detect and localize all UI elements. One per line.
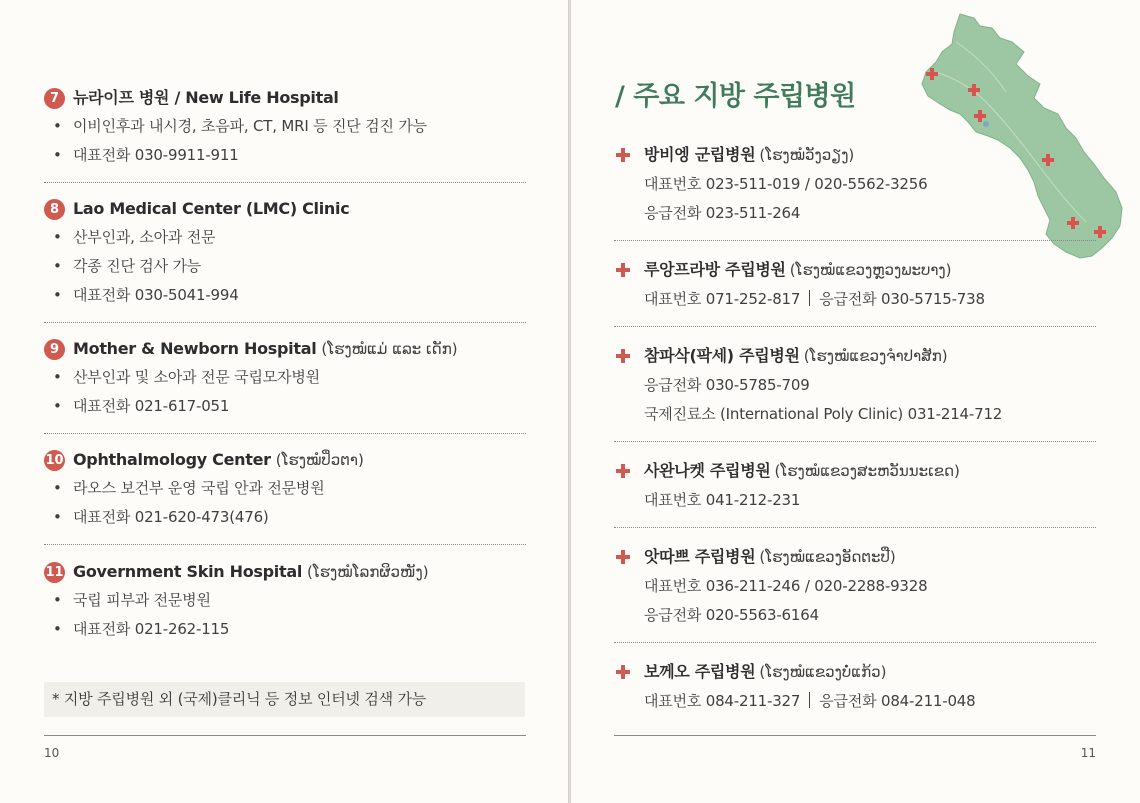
hospital-title (44, 335, 526, 363)
detail-item (44, 363, 526, 392)
hospital-lao-name: (ໂຮງໝໍປິ່ວຕາ) (275, 451, 364, 469)
detail-text: 산부인과 및 소아과 전문 국립모자병원 (73, 368, 320, 386)
hospital-name: Government Skin Hospital (73, 562, 303, 581)
detail-item (44, 281, 526, 310)
hospital-lao-name: (ໂຮງໝໍແຂວງບໍ່ແກ້ວ) (759, 663, 887, 681)
contact-text: 응급전화 023-511-264 (644, 204, 801, 222)
hospital-title (614, 657, 1096, 687)
hospital-title (44, 558, 526, 586)
right-page (571, 0, 1140, 803)
hospital-entry (44, 335, 526, 434)
hospital-lao-name: (ໂຮງໝໍແຂວງສະຫວັນນະເຂດ) (774, 462, 960, 480)
contact-line (614, 285, 1096, 314)
hospital-entry (44, 558, 526, 656)
detail-text: 국립 피부과 전문병원 (73, 591, 211, 609)
detail-item (44, 586, 526, 615)
provincial-hospital-entry (614, 657, 1096, 728)
provincial-hospital-entry (614, 542, 1096, 643)
contact-text: 응급전화 084-211-048 (819, 692, 976, 710)
bullet-icon: • (53, 146, 62, 164)
detail-item (44, 141, 526, 170)
contact-line (614, 199, 1096, 228)
hospital-entry (44, 84, 526, 183)
hospital-title (44, 195, 526, 223)
contact-line (614, 371, 1096, 400)
provincial-hospital-list (614, 140, 1096, 742)
footer-rule (44, 735, 526, 736)
detail-list (44, 112, 526, 170)
footnote: * 지방 주립병원 외 (국제)클리닉 등 정보 인터넷 검색 가능 (44, 682, 525, 717)
hospital-name: 보께오 주립병원 (644, 662, 756, 681)
hospital-name: 앗따쁘 주립병원 (644, 547, 756, 566)
medical-cross-icon (616, 550, 630, 564)
hospital-lao-name: (ໂຮງໝໍແຂວງຈຳປາສັກ) (803, 347, 948, 365)
contact-line (614, 170, 1096, 199)
hospital-list (44, 84, 526, 668)
bullet-icon: • (53, 508, 62, 526)
bullet-icon: • (53, 228, 62, 246)
detail-list (44, 474, 526, 532)
detail-text: 대표전화 030-5041-994 (73, 286, 239, 304)
provincial-hospital-entry (614, 140, 1096, 241)
contact-text: 응급전화 020-5563-6164 (644, 606, 819, 624)
detail-text: 대표전화 021-620-473(476) (73, 508, 269, 526)
hospital-title (614, 341, 1096, 371)
detail-item (44, 392, 526, 421)
hospital-title (614, 255, 1096, 285)
number-badge: 10 (44, 450, 65, 471)
contact-text: 국제진료소 (International Poly Clinic) 031-214-712 (644, 405, 1003, 423)
hospital-name: Lao Medical Center (LMC) Clinic (73, 199, 350, 218)
hospital-name: 루앙프라방 주립병원 (644, 260, 786, 279)
detail-list (44, 363, 526, 421)
hospital-title (44, 446, 526, 474)
hospital-name: 방비엥 군립병원 (644, 145, 756, 164)
detail-text: 각종 진단 검사 가능 (73, 257, 202, 275)
detail-text: 대표전화 030-9911-911 (73, 146, 239, 164)
provincial-hospital-entry (614, 456, 1096, 528)
contact-text: 대표번호 084-211-327 (644, 692, 801, 710)
contact-text: 대표번호 036-211-246 / 020-2288-9328 (644, 577, 928, 595)
contact-text: 대표번호 023-511-019 / 020-5562-3256 (644, 175, 928, 193)
hospital-lao-name: (ໂຮງໝໍວັງວຽງ) (759, 146, 855, 164)
separator (809, 692, 810, 708)
contact-text: 응급전화 030-5715-738 (819, 290, 985, 308)
medical-cross-icon (616, 665, 630, 679)
footer-rule (614, 735, 1096, 736)
contact-line (614, 687, 1096, 716)
medical-cross-icon (616, 148, 630, 162)
detail-item (44, 252, 526, 281)
medical-cross-icon (616, 263, 630, 277)
bullet-icon: • (53, 286, 62, 304)
detail-text: 산부인과, 소아과 전문 (73, 228, 216, 246)
bullet-icon: • (53, 117, 62, 135)
hospital-name: 사완나켓 주립병원 (644, 461, 771, 480)
contact-line (614, 400, 1096, 429)
provincial-hospital-entry (614, 255, 1096, 327)
hospital-name: 참파삭(팍세) 주립병원 (644, 346, 800, 365)
bullet-icon: • (53, 591, 62, 609)
number-badge: 9 (44, 339, 65, 360)
hospital-lao-name: (ໂຮງໝໍໂລກຜິວໜັງ) (307, 563, 429, 581)
detail-text: 이비인후과 내시경, 초음파, CT, MRI 등 진단 검진 가능 (73, 117, 427, 135)
provincial-hospital-entry (614, 341, 1096, 442)
contact-text: 응급전화 030-5785-709 (644, 376, 810, 394)
medical-cross-icon (616, 349, 630, 363)
page-number: 11 (1080, 746, 1096, 760)
hospital-name: 뉴라이프 병원 / New Life Hospital (73, 88, 339, 107)
left-page (0, 0, 568, 803)
number-badge: 7 (44, 88, 65, 109)
detail-list (44, 586, 526, 644)
section-title: / 주요 지방 주립병원 (615, 81, 856, 112)
contact-text: 대표번호 071-252-817 (644, 290, 801, 308)
hospital-entry (44, 446, 526, 545)
number-badge: 11 (44, 562, 65, 583)
separator (809, 290, 810, 306)
contact-line (614, 601, 1096, 630)
detail-text: 대표전화 021-617-051 (73, 397, 230, 415)
hospital-title (614, 456, 1096, 486)
bullet-icon: • (53, 479, 62, 497)
hospital-entry (44, 195, 526, 323)
hospital-title (614, 542, 1096, 572)
detail-item (44, 503, 526, 532)
page-number: 10 (44, 746, 60, 760)
hospital-title (44, 84, 526, 112)
detail-text: 대표전화 021-262-115 (73, 620, 230, 638)
hospital-lao-name: (ໂຮງໝໍແຂວງຫຼວງພະບາງ) (789, 261, 952, 279)
contact-line (614, 572, 1096, 601)
bullet-icon: • (53, 368, 62, 386)
contact-text: 대표번호 041-212-231 (644, 491, 801, 509)
medical-cross-icon (616, 464, 630, 478)
detail-item (44, 112, 526, 141)
detail-list (44, 223, 526, 310)
bullet-icon: • (53, 257, 62, 275)
hospital-lao-name: (ໂຮງໝໍແຂວງອັດຕະປື) (759, 548, 896, 566)
number-badge: 8 (44, 199, 65, 220)
contact-line (614, 486, 1096, 515)
hospital-lao-name: (ໂຮງໝໍແມ່ ແລະ ເດັກ) (321, 340, 458, 358)
hospital-title (614, 140, 1096, 170)
detail-item (44, 223, 526, 252)
hospital-name: Mother & Newborn Hospital (73, 339, 317, 358)
bullet-icon: • (53, 397, 62, 415)
bullet-icon: • (53, 620, 62, 638)
detail-item (44, 615, 526, 644)
detail-text: 라오스 보건부 운영 국립 안과 전문병원 (73, 479, 325, 497)
hospital-name: Ophthalmology Center (73, 450, 271, 469)
detail-item (44, 474, 526, 503)
